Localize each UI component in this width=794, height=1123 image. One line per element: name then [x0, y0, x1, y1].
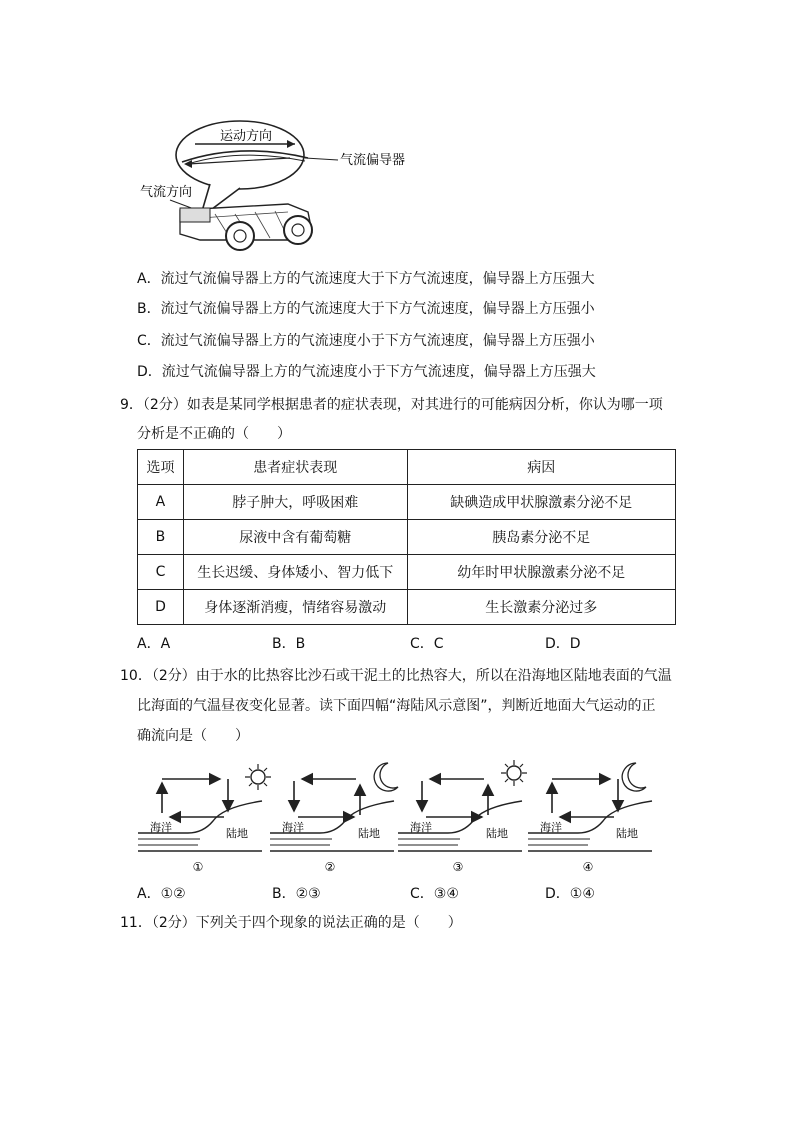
q8-option-b: B．流过气流偏导器上方的气流速度大于下方气流速度，偏导器上方压强小 [137, 301, 595, 317]
q9-stem-line2: 分析是不正确的（ ） [137, 426, 291, 442]
q11-stem: 11．（2分）下列关于四个现象的说法正确的是（ ） [120, 915, 462, 931]
table-row [138, 520, 676, 555]
table-row [138, 590, 676, 625]
sea-label: 海洋 [282, 821, 304, 834]
sea-land-breeze-diagrams [130, 755, 660, 875]
q10-stem-line3: 确流向是（ ） [137, 728, 249, 744]
sea-label: 海洋 [150, 821, 172, 834]
table-cell: C [138, 555, 184, 590]
diagram-panel-2 [270, 763, 398, 874]
symptom-table [137, 449, 676, 625]
q8-option-c: C．流过气流偏导器上方的气流速度小于下方气流速度，偏导器上方压强小 [137, 333, 595, 349]
table-cell: 脖子肿大，呼吸困难 [183, 485, 407, 520]
q9-choice-b: B．B [272, 636, 306, 652]
table-row [138, 485, 676, 520]
car-deflector-figure [140, 100, 440, 260]
land-label: 陆地 [616, 827, 638, 840]
q10-stem-line2: 比海面的气温昼夜变化显著。读下面四幅“海陆风示意图”，判断近地面大气运动的正 [137, 698, 656, 714]
sea-label: 海洋 [410, 821, 432, 834]
q9-choice-a: A．A [137, 636, 171, 652]
table-cell: D [138, 590, 184, 625]
table-cell: A [138, 485, 184, 520]
table-cell: 尿液中含有葡萄糖 [183, 520, 407, 555]
deflector-label: 气流偏导器 [340, 153, 406, 168]
moon-icon [622, 763, 646, 791]
header-option: 选项 [138, 450, 184, 485]
sun-icon [245, 764, 271, 790]
q9-choice-c: C．C [410, 636, 444, 652]
table-cell: 胰岛素分泌不足 [407, 520, 675, 555]
diagram-number: ① [192, 860, 204, 874]
table-cell: 幼年时甲状腺激素分泌不足 [407, 555, 675, 590]
table-cell: 缺碘造成甲状腺激素分泌不足 [407, 485, 675, 520]
q9-choice-d: D．D [545, 636, 581, 652]
table-cell: 生长激素分泌过多 [407, 590, 675, 625]
sun-icon [501, 760, 527, 786]
q10-stem-line1: 10．（2分）由于水的比热容比沙石或干泥土的比热容大，所以在沿海地区陆地表面的气温 [120, 668, 672, 684]
header-symptom: 患者症状表现 [183, 450, 407, 485]
diagram-number: ③ [452, 860, 464, 874]
sea-label: 海洋 [540, 821, 562, 834]
diagram-number: ② [324, 860, 336, 874]
q8-option-d: D．流过气流偏导器上方的气流速度小于下方气流速度，偏导器上方压强大 [137, 364, 596, 380]
q9-stem-line1: 9．（2分）如表是某同学根据患者的症状表现，对其进行的可能病因分析，你认为哪一项 [120, 397, 663, 413]
header-cause: 病因 [407, 450, 675, 485]
table-header-row [138, 450, 676, 485]
q8-option-a: A．流过气流偏导器上方的气流速度大于下方气流速度，偏导器上方压强大 [137, 271, 595, 287]
land-label: 陆地 [358, 827, 380, 840]
diagram-panel-3 [398, 760, 527, 874]
table-cell: 生长迟缓、身体矮小、智力低下 [183, 555, 407, 590]
land-label: 陆地 [486, 827, 508, 840]
table-cell: B [138, 520, 184, 555]
motion-label: 运动方向 [219, 129, 273, 144]
land-label: 陆地 [226, 827, 248, 840]
q10-choice-c: C．③④ [410, 886, 459, 902]
q10-choice-b: B．②③ [272, 886, 321, 902]
airflow-label: 气流方向 [140, 185, 193, 200]
diagram-panel-4 [528, 763, 652, 874]
moon-icon [374, 763, 398, 791]
diagram-number: ④ [582, 860, 594, 874]
q10-choice-a: A．①② [137, 886, 186, 902]
table-row [138, 555, 676, 590]
table-cell: 身体逐渐消瘦，情绪容易激动 [183, 590, 407, 625]
q10-choice-d: D．①④ [545, 886, 595, 902]
diagram-panel-1 [138, 764, 271, 874]
